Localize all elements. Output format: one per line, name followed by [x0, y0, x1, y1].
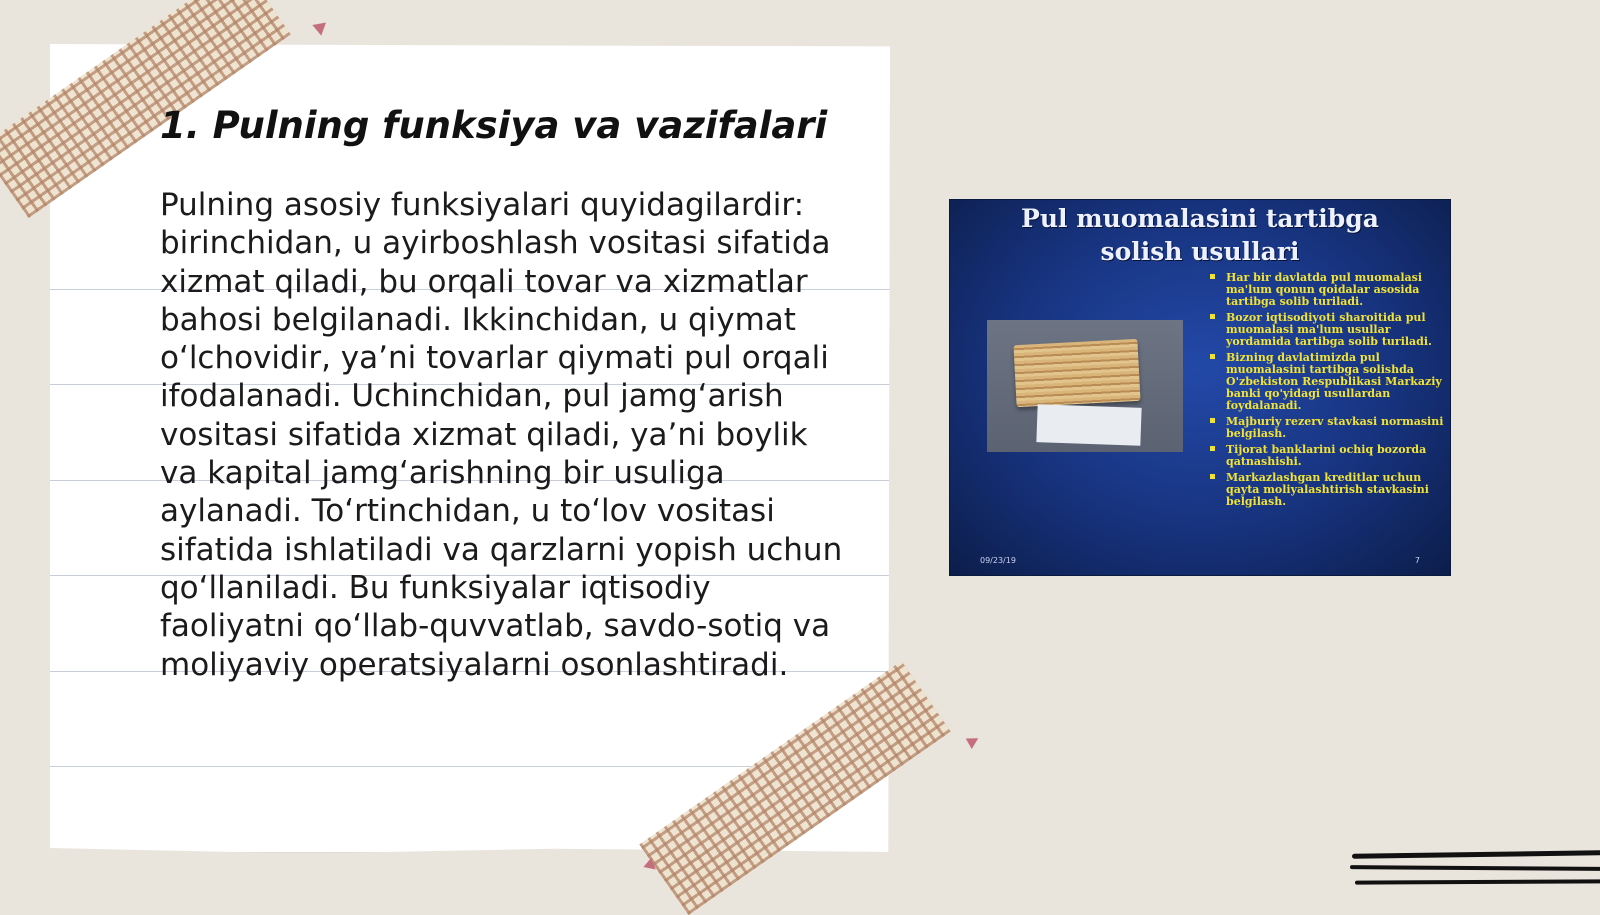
slide-bullet-text: Tijorat banklarini ochiq bozorda qatnashishi. [1226, 443, 1427, 468]
paper-slip [1036, 404, 1141, 446]
slide-bullet-list [1208, 272, 1444, 512]
slide-bullet-item [1208, 472, 1444, 508]
brush-stroke-decoration [1352, 850, 1600, 858]
brush-stroke-decoration [1355, 879, 1600, 884]
slide-bullet-text: Markazlashgan kreditlar uchun qayta moliyalashtirish stavkasini belgilash. [1226, 471, 1429, 508]
bullet-square-icon [1210, 446, 1215, 451]
slide-bullet-item [1208, 272, 1444, 308]
slide-title-line: solish usullari [1100, 237, 1300, 266]
banknote-stack [1013, 339, 1140, 407]
slide-bullet-item [1208, 312, 1444, 348]
bullet-square-icon [1210, 314, 1215, 319]
slide-bullet-text: Bizning davlatimizda pul muomalasini tartibga solishda O'zbekiston Respublikasi Markaziy banki qo'yidagi usullardan foydalanadi. [1226, 351, 1442, 412]
brush-stroke-decoration [1350, 865, 1600, 871]
tape-tip-decoration [310, 18, 326, 35]
money-bundle-photo [987, 320, 1183, 452]
bullet-square-icon [1210, 418, 1215, 423]
slide-bullet-text: Bozor iqtisodiyoti sharoitida pul muomalasi ma'lum usullar yordamida tartibga solib turiladi. [1226, 311, 1432, 348]
embedded-slide-image [950, 200, 1450, 575]
section-heading: 1. Pulning funksiya va vazifalari [160, 104, 828, 147]
slide-title [950, 202, 1450, 268]
tape-tip-decoration [966, 733, 982, 749]
slide-date: 09/23/19 [980, 556, 1016, 565]
body-paragraph: Pulning asosiy funksiyalari quyidagilardir: birinchidan, u ayirboshlash vositasi sifatida xizmat qiladi, bu orqali tovar va xizmatlar bahosi belgilanadi. Ikkinchidan, u qiymat o‘lchovidir, ya’ni tovarlar qiymati pul orqali ifodalanadi. Uchinchidan, pul jamg‘arish vositasi sifatida xizmat qiladi, ya’ni boylik va kapital jamg‘arishning bir usuliga aylanadi. To‘rtinchidan, u to‘lov vositasi sifatida ishlatiladi va qarzlarni yopish uchun qo‘llaniladi. Bu funksiyalar iqtisodiy faoliyatni qo‘llab-quvvatlab, savdo-sotiq va moliyaviy operatsiyalarni osonlashtiradi. [160, 187, 843, 683]
bullet-square-icon [1210, 274, 1215, 279]
slide-title-line: Pul muomalasini tartibga [1021, 204, 1379, 233]
slide-bullet-item [1208, 444, 1444, 468]
slide-bullet-text: Majburiy rezerv stavkasi normasini belgilash. [1226, 415, 1444, 440]
slide-bullet-text: Har bir davlatda pul muomalasi ma'lum qonun qoidalar asosida tartibga solib turiladi. [1226, 271, 1423, 308]
slide-page-number: 7 [1414, 556, 1420, 565]
slide-bullet-item [1208, 352, 1444, 412]
bullet-square-icon [1210, 474, 1215, 479]
slide-bullet-item [1208, 416, 1444, 440]
bullet-square-icon [1210, 354, 1215, 359]
